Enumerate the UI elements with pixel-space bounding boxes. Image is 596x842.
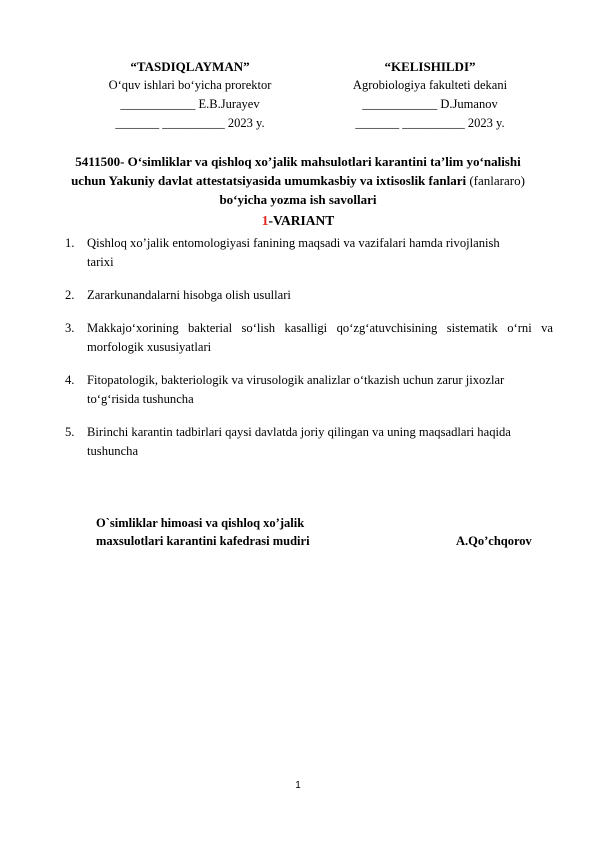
approval-signature-line: ____________ D.Jumanov [362,97,498,111]
question-item [65,234,553,272]
question-text: Fitopatologik, bakteriologik va virusologik analizlar o‘tkazish uchun zarur jixozlar to‘g‘risida tushuncha [87,373,505,406]
signature-block [96,514,546,550]
title-main: 5411500- O‘simliklar va qishloq xo’jalik mahsulotlari karantini ta’lim yo‘nalishi uchun Yakuniy davlat attestatsiyasida umumkasbiy va ixtisoslik fanlari [71,154,521,188]
approval-heading: “TASDIQLAYMAN” [130,59,250,74]
variant-number: 1 [261,213,269,228]
approval-block-tasdiqlayman [70,57,310,133]
question-item [65,371,553,409]
question-number: 2. [65,288,75,302]
approval-position: Agrobiologiya fakulteti dekani [352,78,508,92]
title-note: (fanlararo) [466,173,525,188]
page-number: 1 [295,780,301,791]
signature-department-line-1: O`simliklar himoasi va qishloq xo’jalik [96,516,305,530]
question-item [65,423,553,461]
question-number: 3. [65,321,75,335]
approval-position: O‘quv ishlari bo‘yicha prorektor [108,78,272,92]
variant-label: -VARIANT [268,213,335,228]
approval-heading: “KELISHILDI” [384,59,476,74]
signature-name: A.Qo’chqorov [456,534,532,548]
question-number: 4. [65,373,75,387]
question-item [65,319,553,357]
question-number: 5. [65,425,75,439]
approval-signature-line: ____________ E.B.Jurayev [120,97,260,111]
title-end: bo‘yicha yozma ish savollari [219,192,377,207]
questions-list [65,234,553,475]
question-text: Qishloq xo’jalik entomologiyasi fanining maqsadi va vazifalari hamda rivojlanish tarixi [87,236,500,269]
question-text: Makkajo‘xorining bakterial so‘lish kasalligi qo‘zg‘atuvchisining sistematik o‘rni va morfologik xususiyatlari [87,321,553,354]
approval-block-kelishildi [310,57,550,133]
variant-heading [60,213,536,229]
approval-date-line: _______ __________ 2023 y. [115,116,265,130]
approval-date-line: _______ __________ 2023 y. [355,116,505,130]
signature-department-line-2: maxsulotlari karantini kafedrasi mudiri [96,534,310,548]
document-title [60,152,536,209]
question-text: Birinchi karantin tadbirlari qaysi davlatda joriy qilingan va uning maqsadlari haqida tushuncha [87,425,511,458]
question-text: Zararkunandalarni hisobga olish usullari [87,288,291,302]
question-item [65,286,553,305]
question-number: 1. [65,236,75,250]
